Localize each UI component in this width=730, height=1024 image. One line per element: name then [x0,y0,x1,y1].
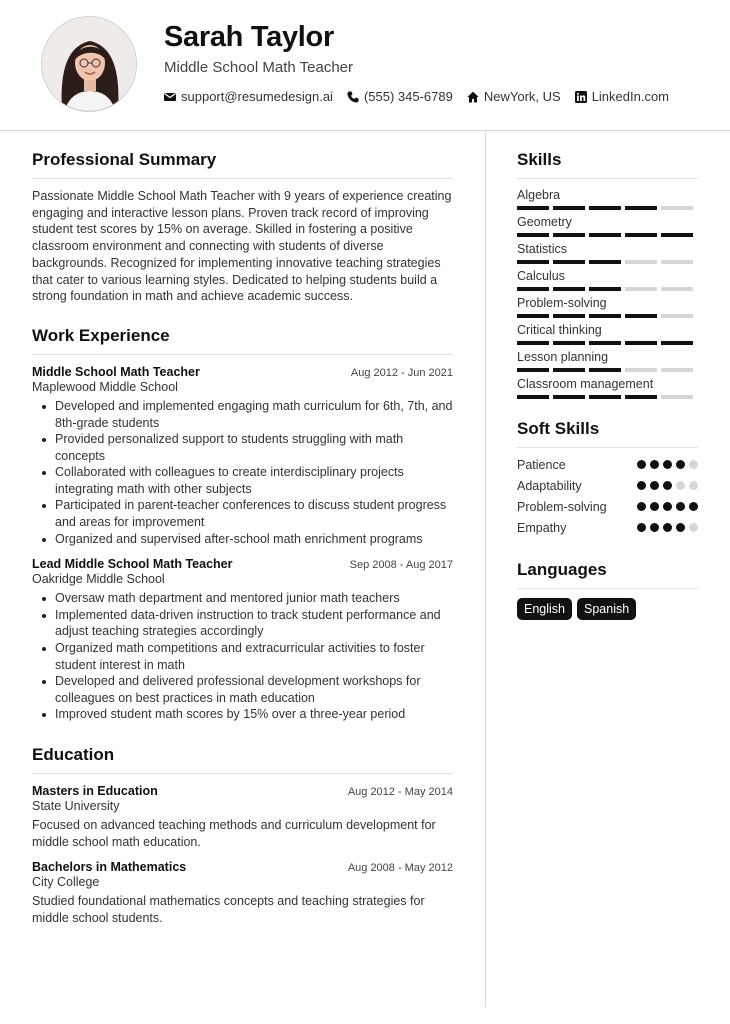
rating-dot [637,460,646,469]
rating-dot [663,481,672,490]
skill-level-segment [517,233,549,237]
soft-skill-name: Empathy [517,520,567,535]
summary-heading: Professional Summary [32,150,453,179]
job-bullet: Developed and implemented engaging math curriculum for 6th, 7th, and 8th-grade students [32,398,453,431]
rating-dot [650,502,659,511]
education-header [32,860,453,874]
languages-section [517,560,698,620]
skill-name: Critical thinking [517,323,602,337]
skill-level-segment [661,287,693,291]
language-tags [517,598,698,620]
contact-list [164,89,683,104]
phone-icon [347,91,359,103]
sidebar-column [517,150,698,620]
rating-dot [689,523,698,532]
skill-level-segment [661,260,693,264]
skill-item [517,215,698,237]
education-description: Studied foundational mathematics concepts and teaching strategies for middle school students. [32,894,425,925]
skill-level-bar [517,206,698,210]
skill-level-segment [661,206,693,210]
rating-dot [663,502,672,511]
education-description: Focused on advanced teaching methods and curriculum development for middle school math education. [32,818,436,849]
skill-level-segment [553,233,585,237]
rating-dot [663,460,672,469]
degree-name: Masters in Education [32,784,158,799]
rating-dot [637,523,646,532]
skill-level-segment [517,368,549,372]
skill-level-segment [517,314,549,318]
languages-heading: Languages [517,560,698,589]
skill-item [517,296,698,318]
skill-name: Problem-solving [517,296,607,310]
resume-header [0,0,730,131]
candidate-name: Sarah Taylor [164,21,334,53]
linkedin-icon [575,91,587,103]
skill-item [517,323,698,345]
job-employer: Maplewood Middle School [32,379,178,394]
skill-level-segment [517,395,549,399]
school-name: State University [32,799,120,814]
skill-level-segment [625,341,657,345]
job-title: Middle School Math Teacher [32,364,200,379]
skill-level-bar [517,260,698,264]
rating-dot [650,481,659,490]
skill-level-segment [661,395,693,399]
skill-level-bar [517,368,698,372]
job-bullet: Developed and delivered professional development workshops for colleagues on best practices in math education [32,673,453,706]
skill-level-segment [589,314,621,318]
skill-item [517,188,698,210]
skill-level-segment [517,206,549,210]
soft-skill-name: Adaptability [517,478,582,493]
education-dates: Aug 2008 - May 2012 [347,862,453,875]
rating-dot [676,502,685,511]
job-bullet: Improved student math scores by 15% over a three-year period [32,706,453,723]
rating-dot [676,523,685,532]
avatar-photo [42,17,137,112]
skill-level-segment [625,287,657,291]
job-header [32,365,453,379]
skill-level-segment [553,368,585,372]
rating-dot [663,523,672,532]
education-heading: Education [32,745,453,774]
skill-level-segment [553,314,585,318]
soft-skill-name: Problem-solving [517,499,607,514]
skill-level-segment [661,314,693,318]
skill-level-segment [589,233,621,237]
column-divider [485,131,486,1007]
skill-level-segment [517,260,549,264]
summary-text: Passionate Middle School Math Teacher with 9 years of experience creating engaging and interactive lesson plans. Proven track record of improving student test scores by 15% on average. Skilled in fostering a positive classroom environment and connecting with students of diverse backgrounds. Recognized for implementing innovative teaching strategies that cater to various learning styles. Dedicated to helping students build a strong foundation in math and achieve academic success. [32,189,452,304]
soft-skill-item [517,454,698,475]
job-header [32,557,453,571]
skill-item [517,377,698,399]
summary-section [32,150,453,305]
soft-skill-item [517,475,698,496]
rating-dot [689,460,698,469]
education-dates: Aug 2012 - May 2014 [347,786,453,799]
skill-level-segment [553,395,585,399]
skill-name: Calculus [517,269,565,283]
soft-skill-rating [633,481,698,490]
education-list [32,784,453,926]
experience-heading: Work Experience [32,326,453,355]
job-employer: Oakridge Middle School [32,572,165,587]
rating-dot [676,481,685,490]
contact-linkedin[interactable] [575,89,669,104]
skill-level-bar [517,341,698,345]
soft-skills-heading: Soft Skills [517,419,698,448]
language-tag: Spanish [577,598,636,620]
education-section [32,745,453,926]
skills-section [517,150,698,399]
skill-level-segment [625,260,657,264]
experience-section [32,326,453,723]
soft-skill-item [517,496,698,517]
skill-level-segment [589,206,621,210]
skill-item [517,242,698,264]
education-header [32,784,453,798]
soft-skill-rating [633,460,698,469]
education-entry [32,784,453,850]
job-bullet: Provided personalized support to students struggling with math concepts [32,431,453,464]
skill-level-segment [625,368,657,372]
rating-dot [650,523,659,532]
rating-dot [637,502,646,511]
skill-level-segment [661,368,693,372]
skill-level-segment [553,206,585,210]
contact-phone[interactable] [347,89,453,104]
rating-dot [650,460,659,469]
job-bullet: Oversaw math department and mentored junior math teachers [32,590,453,607]
job-title: Lead Middle School Math Teacher [32,557,233,572]
skill-level-segment [661,341,693,345]
skill-level-segment [589,341,621,345]
contact-email[interactable] [164,89,333,104]
contact-location [467,89,561,104]
skill-level-segment [589,260,621,264]
contact-linkedin-text: LinkedIn.com [591,89,670,104]
avatar [41,16,137,112]
language-tag: English [517,598,572,620]
job-bullet: Organized math competitions and extracurricular activities to foster student interest in math [32,640,453,673]
job-bullet: Participated in parent-teacher conferences to discuss student progress and areas for improvement [32,497,453,530]
skill-level-bar [517,287,698,291]
job-dates: Aug 2012 - Jun 2021 [350,366,453,379]
skill-level-segment [625,395,657,399]
contact-email-text: support@resumedesign.ai [181,89,333,104]
degree-name: Bachelors in Mathematics [32,860,187,875]
skill-level-segment [553,287,585,291]
skill-name: Statistics [517,242,568,256]
home-icon [467,91,479,103]
skill-name: Lesson planning [517,350,609,364]
skill-level-segment [625,233,657,237]
rating-dot [689,502,698,511]
candidate-title: Middle School Math Teacher [164,59,353,76]
skill-level-segment [589,287,621,291]
soft-skill-rating [633,523,698,532]
skill-level-segment [625,206,657,210]
job-bullet: Collaborated with colleagues to create interdisciplinary projects integrating math with other subjects [32,464,453,497]
school-name: City College [32,875,100,890]
main-column [32,150,453,926]
skill-item [517,350,698,372]
skill-level-segment [553,341,585,345]
skill-level-segment [589,368,621,372]
mail-icon [164,91,176,103]
skill-level-bar [517,395,698,399]
skill-level-segment [661,233,693,237]
rating-dot [676,460,685,469]
rating-dot [689,481,698,490]
job-entry [32,365,453,547]
contact-location-text: NewYork, US [483,89,561,104]
contact-phone-text: (555) 345-6789 [363,89,453,104]
skill-name: Algebra [517,188,561,202]
job-dates: Sep 2008 - Aug 2017 [349,559,453,572]
soft-skill-name: Patience [517,457,566,472]
skills-list [517,188,698,399]
job-bullets [32,398,453,547]
skill-level-segment [517,341,549,345]
job-bullets [32,590,453,723]
education-entry [32,860,453,926]
skill-level-bar [517,314,698,318]
job-entry [32,557,453,723]
soft-skills-section [517,419,698,538]
skill-level-segment [589,395,621,399]
soft-skill-item [517,517,698,538]
skill-name: Classroom management [517,377,654,391]
skills-heading: Skills [517,150,698,179]
skill-name: Geometry [517,215,572,229]
skill-level-bar [517,233,698,237]
job-bullet: Organized and supervised after-school math enrichment programs [32,531,453,548]
skill-level-segment [517,287,549,291]
rating-dot [637,481,646,490]
soft-skill-rating [633,502,698,511]
soft-skills-list [517,454,698,538]
job-bullet: Implemented data-driven instruction to track student performance and adjust teaching strategies accordingly [32,607,453,640]
skill-level-segment [553,260,585,264]
skill-level-segment [625,314,657,318]
job-list [32,365,453,723]
skill-item [517,269,698,291]
